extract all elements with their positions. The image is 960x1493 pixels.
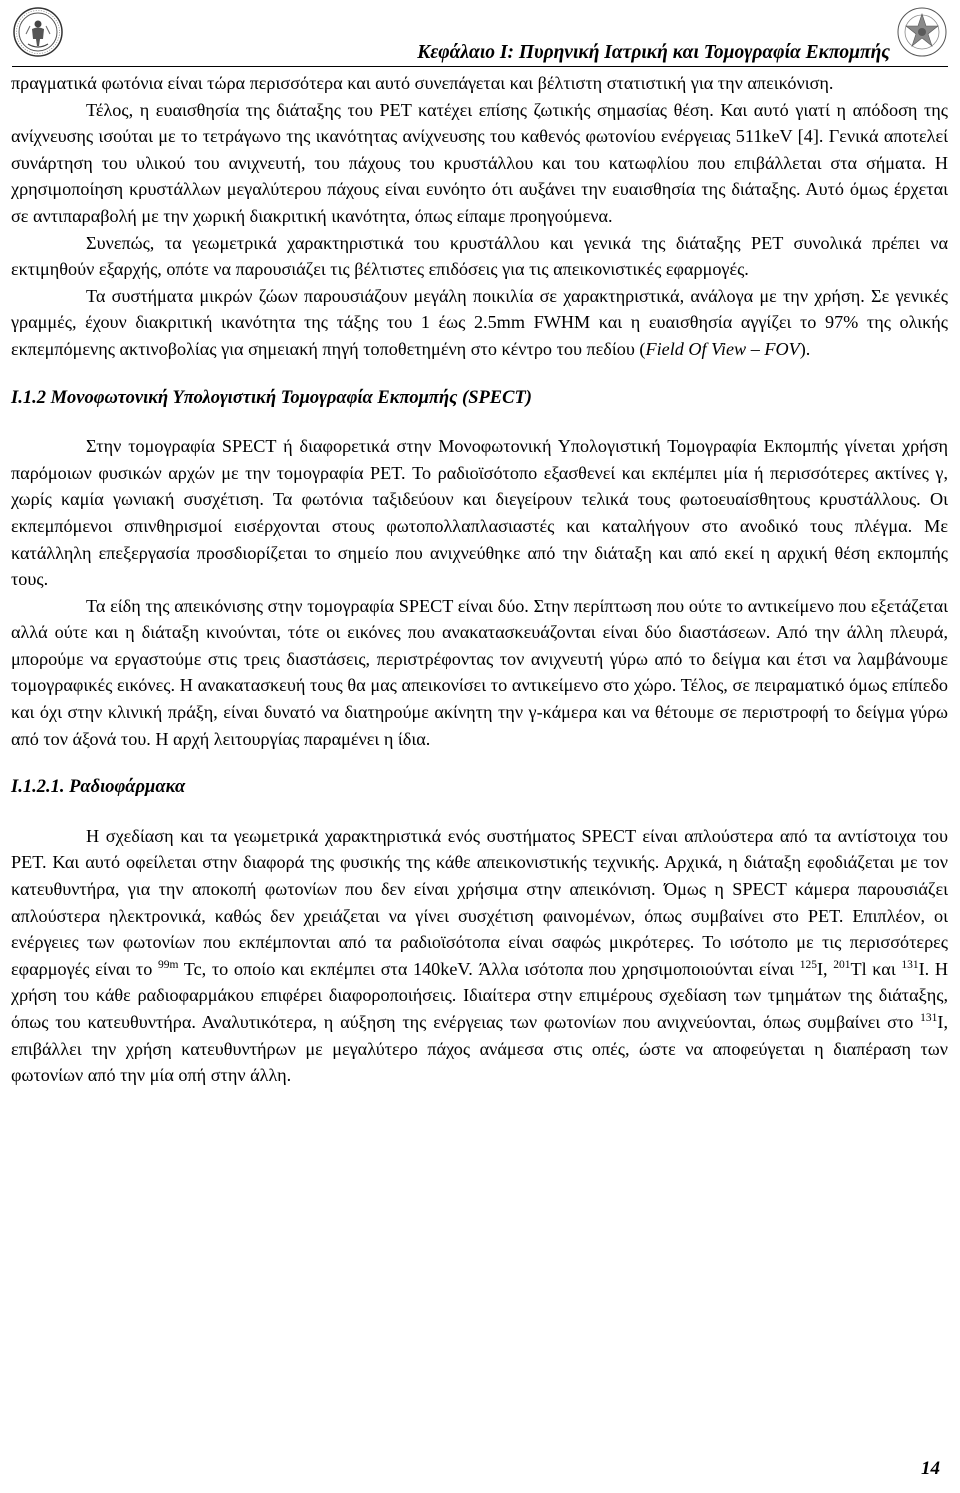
paragraph: Στην τομογραφία SPECT ή διαφορετικά στην Μονοφωτονική Υπολογιστική Τομογραφία Εκπομπής γίνεται χρήση παρόμοιων φυσικών αρχών με την τομογραφία PET. Το ραδιοϊσότοπο εξασθενεί και εκπέμπει μία ή περισσότερες ακτίνες γ, χωρίς καμία γωνιακή συσχέτιση. Τα φωτόνια ταξιδεύουν και διεγείρουν τελικά τους φωτοευαίσθητους κρυστάλλους. Οι εκπεμπόμενοι σπινθηρισμοί εισέρχονται στους φωτοπολλαπλασιαστές και καταλήγουν στο ανοδικό τους πλέγμα. Με κατάλληλη επεξεργασία προσδιορίζεται το σημείο που ανιχνεύθηκε από την διάταξη και από εκεί η αρχική θέση εκπομπής τους.	[11, 436, 948, 590]
superscript: 131	[920, 1011, 938, 1024]
running-header-title: Κεφάλαιο Ι: Πυρηνική Ιατρική και Τομογραφία Εκπομπής	[417, 42, 890, 63]
paragraph-text: Τα συστήματα μικρών ζώων παρουσιάζουν μεγάλη ποικιλία σε χαρακτηριστικά, ανάλογα με την χρήση. Σε γενικές γραμμές, έχουν διακριτική ικανότητα της τάξης του 1 έως 2.5mm FWHM και η ευαισθησία αγγίζει το 97% της ολικής εκπεμπόμενης ακτινοβολίας για σημειακή πηγή τοποθετημένη στο κέντρο του πεδίου (	[11, 285, 948, 359]
paragraph-text: I. Η χρήση του κάθε ραδιοφαρμάκου επιφέρει διαφοροποιήσεις. Ιδιαίτερα στην επιμέρους σχεδίαση των τμημάτων της διάταξης, όπως του κατευθυντήρα. Αναλυτικότερα, η αύξηση της ενέργειας των φωτονίων που ανιχνεύονται, όπως συμβαίνει στο	[11, 958, 949, 1032]
paragraph	[11, 283, 948, 363]
superscript: 131	[901, 958, 919, 971]
superscript: 125	[799, 958, 817, 971]
main-content	[11, 70, 948, 1089]
subsection-heading: Ι.1.2.1. Ραδιοφάρμακα	[11, 777, 186, 798]
paragraph	[11, 823, 948, 1089]
paragraph-text: ).	[799, 338, 811, 359]
paragraph-text: I, επιβάλλει την χρήση κατευθυντήρων με μεγαλύτερο πάχος ανάμεσα στις οπές, ώστε να αποφεύγεται η διαπέραση των φωτονίων από την μία οπή στην άλλη.	[11, 1012, 948, 1086]
page-number: 14	[921, 1458, 940, 1479]
superscript: 201	[833, 958, 851, 971]
paragraph: Συνεπώς, τα γεωμετρικά χαρακτηριστικά του κρυστάλλου και γενικά της διάταξης PET συνολικά πρέπει να εκτιμηθούν εξαρχής, οπότε να παρουσιάζει τις βέλτιστες επιδόσεις για τις απεικονιστικές εφαρμογές.	[11, 232, 948, 280]
superscript: 99m	[157, 958, 179, 971]
lab-emblem-icon	[896, 6, 948, 58]
header-divider	[12, 66, 948, 67]
paragraph-text: Η σχεδίαση και τα γεωμετρικά χαρακτηριστικά ενός συστήματος SPECT είναι απλούστερα από τα αντίστοιχα του PET. Και αυτό οφείλεται στην διαφορά της φυσικής της κάθε απεικονιστικής τεχνικής. Αρχικά, η διάταξη εφοδιάζεται με τον κατευθυντήρα, για την αποκοπή φωτονίων που δεν είναι χρήσιμα στην απεικόνιση. Όμως η SPECT κάμερα παρουσιάζει απλούστερα ηλεκτρονικά, καθώς δεν χρειάζεται να γίνει συσχέτιση φαινομένων, όπως συμβαίνει στο PET. Επιπλέον, οι ενέργειες των φωτονίων που εκπέμπονται από τα ραδιοϊσότοπα είναι σαφώς μικρότερες. Το ισότοπο με τις περισσότερες εφαρμογές είναι το	[11, 825, 948, 979]
paragraph: Τέλος, η ευαισθησία της διάταξης του PET κατέχει επίσης ζωτικής σημασίας θέση. Και αυτό γιατί η απόδοση της ανίχνευσης ισούται με το τετράγωνο της ικανότητας ανίχνευσης του καθενός φωτονίου ενέργειας 511keV [4]. Γενικά αποτελεί συνάρτηση του υλικού του ανιχνευτή, του πάχους του κρυστάλλου και του κατωφλίου που επιβάλλεται στα σήματα. Η χρησιμοποίηση κρυστάλλων μεγαλύτερου πάχους είναι ευνόητο ότι αυξάνει την ευαισθησία της διάταξης. Αυτό όμως έρχεται σε αντιπαραβολή με την χωρική διακριτική ικανότητα, όπως είπαμε προηγούμενα.	[11, 99, 948, 226]
paragraph-text: Tc, το οποίο και εκπέμπει στα 140keV. Άλλα ισότοπα που χρησιμοποιούνται είναι	[178, 958, 800, 979]
italic-term: Field Of View – FOV	[645, 338, 800, 359]
paragraph-text: I,	[816, 958, 834, 979]
university-seal-icon	[12, 6, 64, 58]
section-heading: Ι.1.2 Μονοφωτονική Υπολογιστική Τομογραφία Εκπομπής (SPECT)	[11, 387, 532, 408]
paragraph: Τα είδη της απεικόνισης στην τομογραφία SPECT είναι δύο. Στην περίπτωση που ούτε το αντικείμενο που εξετάζεται αλλά ούτε και η διάταξη κινούνται, τότε οι εικόνες που ανακατασκευάζονται είναι δύο διαστάσεων. Από την άλλη πλευρά, μπορούμε να εργαστούμε στις τρεις διαστάσεις, περιστρέφοντας τον ανιχνευτή γύρω από το δείγμα και έτσι να λαμβάνουμε τομογραφικές εικόνες. Η ανακατασκευή τους θα μας απεικονίσει το αντικείμενο στο χώρο. Τέλος, σε πειραματικό όμως επίπεδο και όχι στην κλινική πράξη, είναι δυνατό να διατηρούμε ακίνητη την γ-κάμερα και να θέτουμε σε περιστροφή το δείγμα γύρω από τον άξονά του. Η αρχή λειτουργίας παραμένει η ίδια.	[11, 595, 948, 749]
paragraph-text: Tl και	[850, 958, 902, 979]
paragraph: πραγματικά φωτόνια είναι τώρα περισσότερα και αυτό συνεπάγεται και βέλτιστη στατιστική για την απεικόνιση.	[11, 73, 834, 93]
